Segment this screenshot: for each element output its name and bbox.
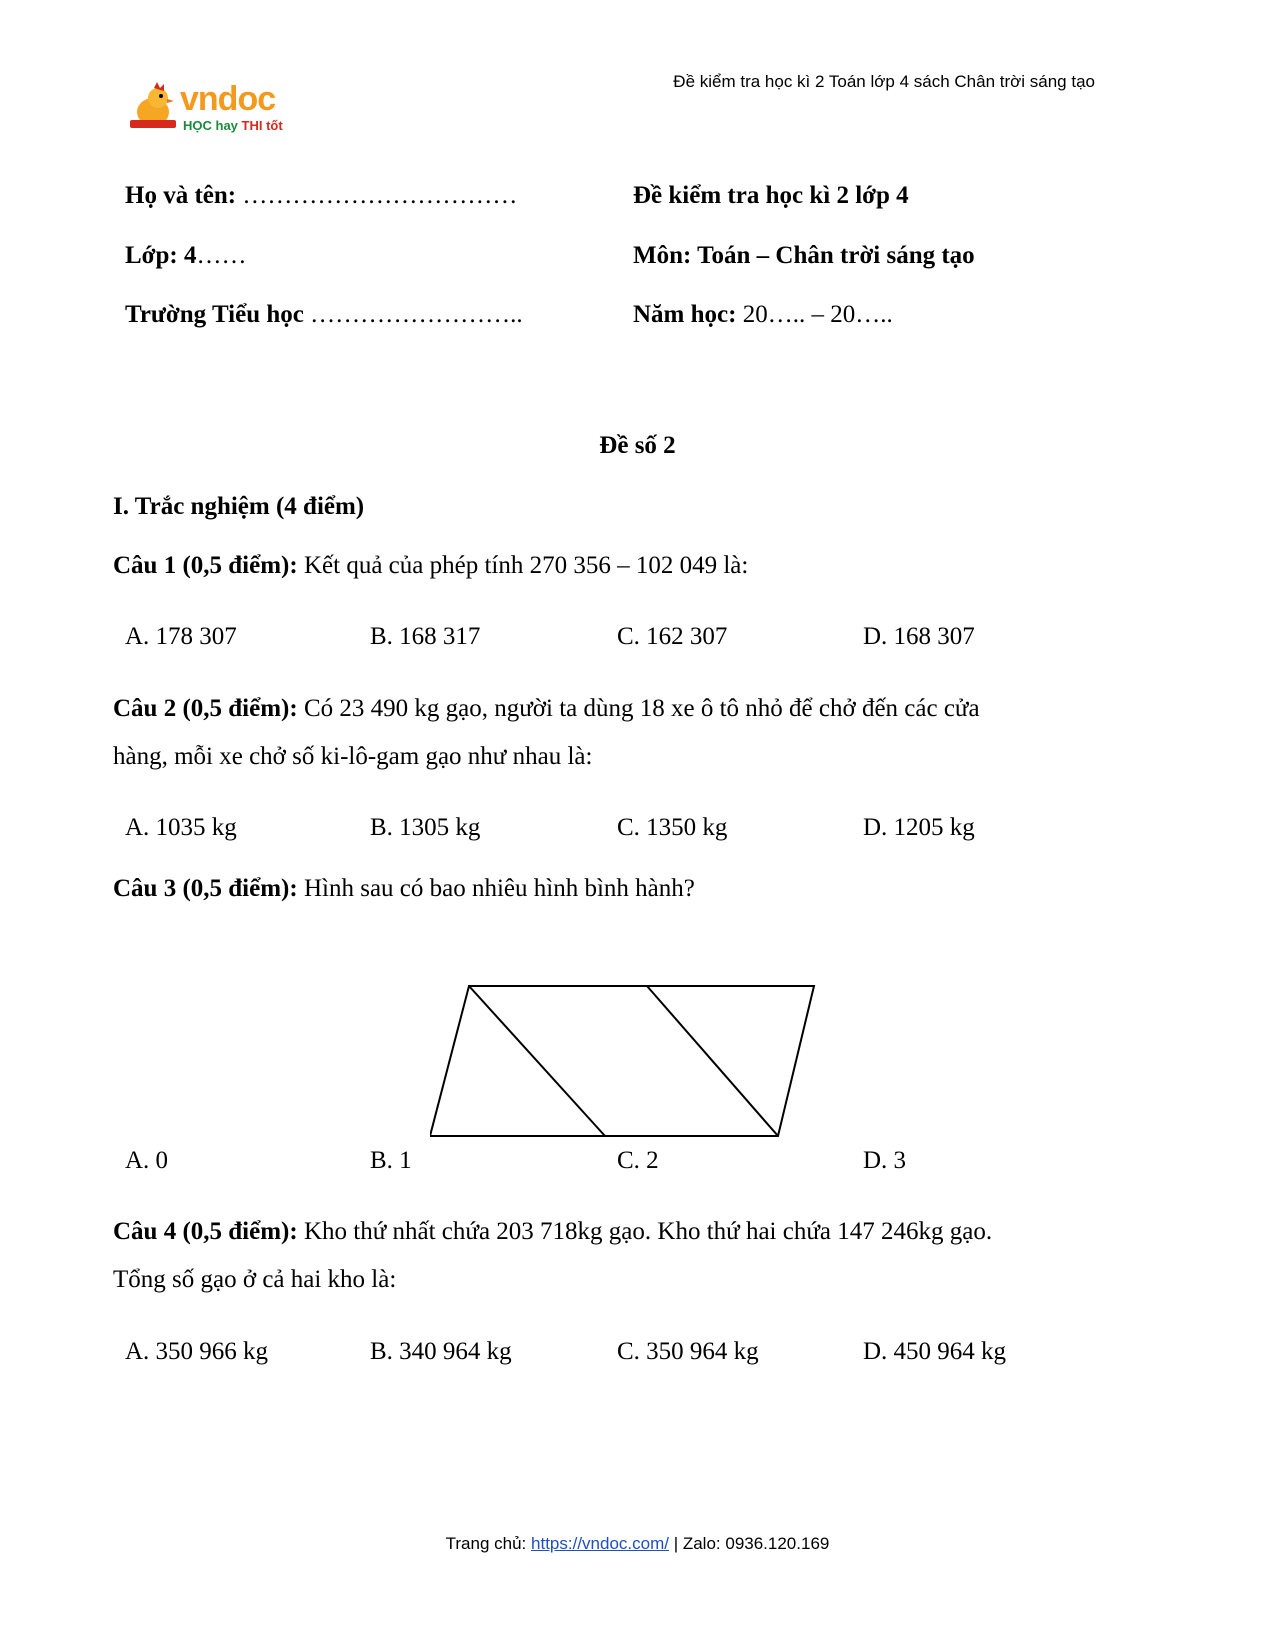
q4-option-b: B. 340 964 kg — [370, 1338, 512, 1365]
section-title: I. Trắc nghiệm (4 điểm) — [113, 493, 365, 520]
question-4: Câu 4 (0,5 điểm): Kho thứ nhất chứa 203 718kg gạo. Kho thứ hai chứa 147 246kg gạo. — [113, 1218, 993, 1245]
q2-option-a: A. 1035 kg — [125, 814, 237, 841]
chicken-mascot-icon — [128, 82, 178, 130]
logo-tagline: HỌC hay THI tốt — [183, 118, 283, 133]
document-header-note: Đề kiểm tra học kì 2 Toán lớp 4 sách Chân trời sáng tạo — [673, 72, 1095, 91]
q3-option-b: B. 1 — [370, 1147, 412, 1174]
school-year: Năm học: 20….. – 20….. — [633, 301, 893, 328]
q1-option-b: B. 168 317 — [370, 623, 481, 650]
class-field: Lớp: 4…… — [125, 242, 247, 269]
outer-parallelogram — [430, 986, 814, 1136]
diagonal-line-1 — [469, 986, 605, 1136]
q2-option-b: B. 1305 kg — [370, 814, 481, 841]
q2-option-c: C. 1350 kg — [617, 814, 728, 841]
page-footer — [0, 1534, 1275, 1554]
exam-subject: Môn: Toán – Chân trời sáng tạo — [633, 242, 975, 269]
footer-zalo: | Zalo: 0936.120.169 — [673, 1534, 830, 1553]
exam-title: Đề kiểm tra học kì 2 lớp 4 — [633, 182, 909, 209]
q3-option-c: C. 2 — [617, 1147, 659, 1174]
q1-option-d: D. 168 307 — [863, 623, 975, 650]
q4-option-a: A. 350 966 kg — [125, 1338, 269, 1365]
question-2-line-2: hàng, mỗi xe chở số ki-lô-gam gạo như nhau là: — [113, 743, 593, 770]
school-field: Trường Tiểu học …………………….. — [125, 301, 523, 328]
exam-number: Đề số 2 — [599, 432, 676, 459]
question-2: Câu 2 (0,5 điểm): Có 23 490 kg gạo, người ta dùng 18 xe ô tô nhỏ để chở đến các cửa — [113, 695, 980, 722]
q3-option-d: D. 3 — [863, 1147, 907, 1174]
q1-option-c: C. 162 307 — [617, 623, 728, 650]
q1-option-a: A. 178 307 — [125, 623, 237, 650]
vndoc-logo — [128, 80, 298, 138]
q2-option-d: D. 1205 kg — [863, 814, 975, 841]
q3-option-a: A. 0 — [125, 1147, 169, 1174]
footer-home-link[interactable]: https://vndoc.com/ — [531, 1534, 669, 1553]
q4-option-d: D. 450 964 kg — [863, 1338, 1007, 1365]
parallelogram-figure — [430, 985, 830, 1145]
footer-home-label: Trang chủ: — [445, 1534, 527, 1553]
diagonal-line-2 — [647, 986, 778, 1136]
logo-wordmark: vndoc — [180, 80, 276, 118]
question-4-line-2: Tổng số gạo ở cả hai kho là: — [113, 1266, 397, 1293]
name-field: Họ và tên: …………………………… — [125, 182, 518, 209]
question-3: Câu 3 (0,5 điểm): Hình sau có bao nhiêu hình bình hành? — [113, 875, 695, 902]
q4-option-c: C. 350 964 kg — [617, 1338, 759, 1365]
question-1: Câu 1 (0,5 điểm): Kết quả của phép tính 270 356 – 102 049 là: — [113, 552, 749, 579]
